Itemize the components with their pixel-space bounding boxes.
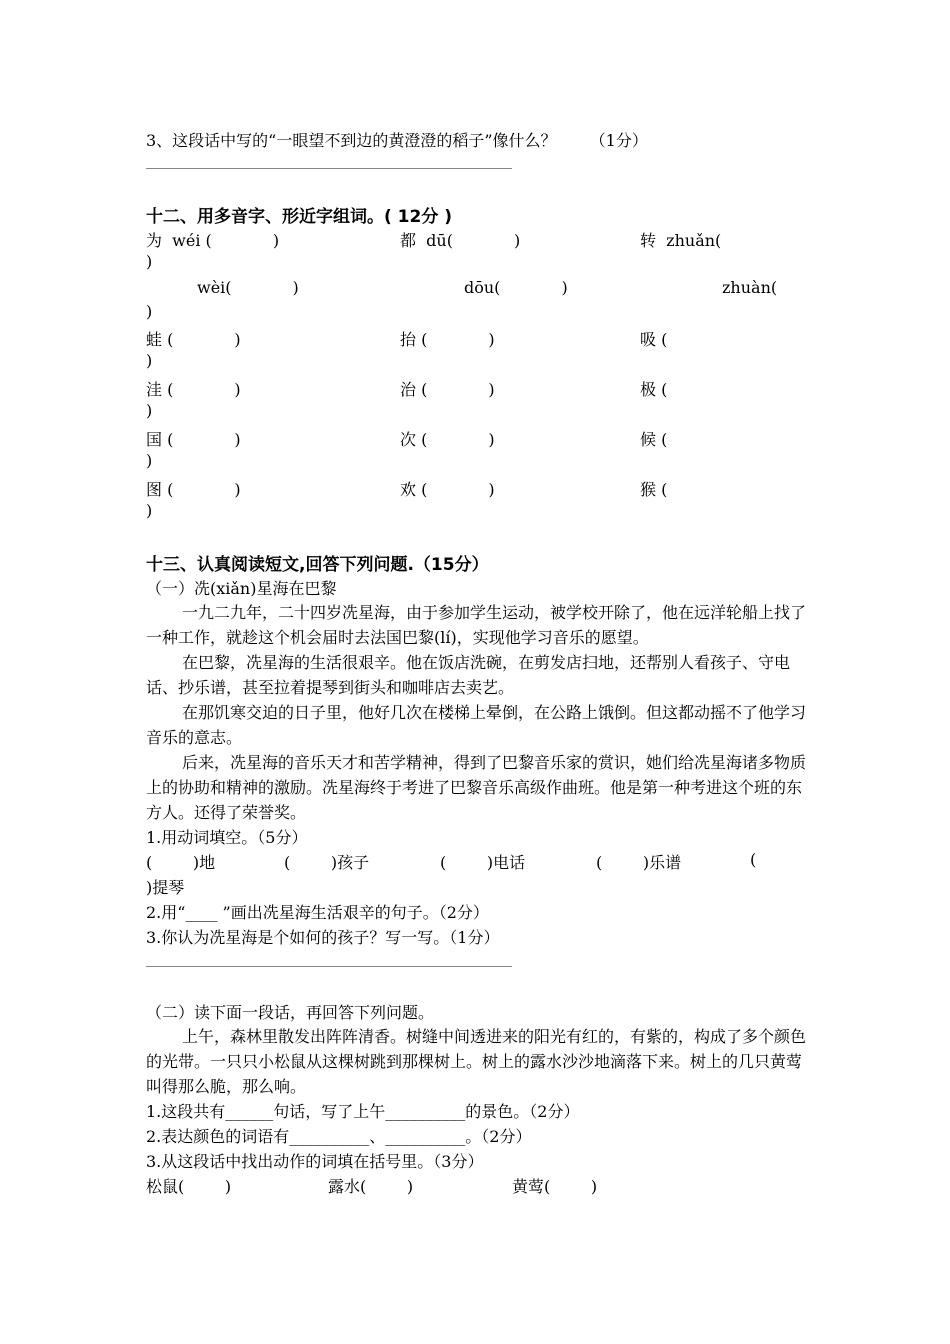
s12-row6-col2: 欢 ( ) [400,480,495,499]
s12-row1-col1: 为 wéi ( ) [146,231,280,250]
passage-2-title: （二）读下面一段话，再回答下列问题。 [146,1003,435,1022]
s12-row3-tail: ) [146,351,153,370]
s12-row1-col2: 都 dū( ) [400,231,521,250]
s12-row5-col1: 国 ( ) [146,430,241,449]
section-12-title: 十二、用多音字、形近字组词。( 12分 ) [146,207,453,227]
s12-row3-col3: 吸 ( [640,330,668,349]
s12-row6-col1: 图 ( ) [146,480,241,499]
s12-row2-col3: zhuàn( [722,278,778,297]
s12-row4-col2: 治 ( ) [400,380,495,399]
answer-line [146,966,512,967]
verb-blank-2: ( )孩子 [284,853,370,872]
passage-1-para-1: 一九二九年，二十四岁冼星海，由于参加学生运动，被学校开除了，他在远洋轮船上找了一种工作，就趁这个机会届时去法国巴黎(lí)，实现他学习音乐的愿望。 [146,603,807,647]
s12-row1-col3: 转 zhuǎn( [640,231,722,250]
s12-row2-col2: dōu( ) [464,278,568,297]
passage-1-para-3: 在那饥寒交迫的日子里，他好几次在楼梯上晕倒，在公路上饿倒。但这都动摇不了他学习音乐的意志。 [146,703,807,747]
verb-blank-tail: )提琴 [146,878,185,897]
s12-row4-tail: ) [146,401,153,420]
s12-row5-tail: ) [146,451,153,470]
answer-line [146,168,512,169]
passage-1-q2: 2.用“____ ”画出冼星海生活艰辛的句子。（2分） [146,903,489,922]
section-13-title: 十三、认真阅读短文,回答下列问题.（15分） [146,555,489,575]
action-fill-oriole: 黄莺( ) [512,1177,598,1196]
question-3-text: 3、这段话中写的“一眼望不到边的黄澄澄的稻子”像什么？ [146,131,557,150]
passage-2-q3: 3.从这段话中找出动作的词填在括号里。（3分） [146,1152,484,1171]
s12-row6-col3: 猴 ( [640,480,668,499]
passage-1-title: （一）冼(xiǎn)星海在巴黎 [146,579,337,598]
question-3 [146,128,648,151]
passage-1-q1: 1.用动词填空。（5分） [146,828,308,847]
passage-1-para-2: 在巴黎，冼星海的生活很艰辛。他在饭店洗碗，在剪发店扫地，还帮别人看孩子、守电话、抄乐谱，甚至拉着提琴到街头和咖啡店去卖艺。 [146,653,791,697]
s12-row4-col1: 洼 ( ) [146,380,241,399]
s12-row1-tail: ) [146,252,153,271]
verb-blank-1: ( )地 [146,853,216,872]
verb-blank-5: ( [750,850,757,869]
s12-row3-col1: 蛙 ( ) [146,330,241,349]
passage-1-q3: 3.你认为冼星海是个如何的孩子？写一写。（1分） [146,928,500,947]
verb-blank-3: ( )电话 [440,853,526,872]
action-fill-dew: 露水( ) [328,1177,414,1196]
s12-row5-col3: 候 ( [640,430,668,449]
passage-1-para-4: 后来，冼星海的音乐天才和苦学精神，得到了巴黎音乐家的赏识，她们给冼星海诸多物质上的协助和精神的激励。冼星海终于考进了巴黎音乐高级作曲班。他是第一种考进这个班的东方人。还得了荣誉奖。 [146,753,807,822]
verb-blank-4: ( )乐谱 [596,853,682,872]
question-3-points: （1分） [589,131,648,150]
action-fill-squirrel: 松鼠( ) [146,1177,232,1196]
s12-row6-tail: ) [146,501,153,520]
s12-row2-tail: ) [146,302,153,321]
s12-row4-col3: 极 ( [640,380,668,399]
passage-2-q2: 2.表达颜色的词语有__________、__________。（2分） [146,1127,532,1146]
s12-row3-col2: 抬 ( ) [400,330,495,349]
s12-row5-col2: 次 ( ) [400,430,495,449]
passage-2-q1: 1.这段共有______句话，写了上午__________的景色。（2分） [146,1102,580,1121]
s12-row2-col1: wèi( ) [197,278,299,297]
passage-2-para: 上午，森林里散发出阵阵清香。树缝中间透进来的阳光有红的，有紫的，构成了多个颜色的光带。一只只小松鼠从这棵树跳到那棵树上。树上的露水沙沙地滴落下来。树上的几只黄莺叫得那么脆，那么响。 [146,1027,807,1096]
